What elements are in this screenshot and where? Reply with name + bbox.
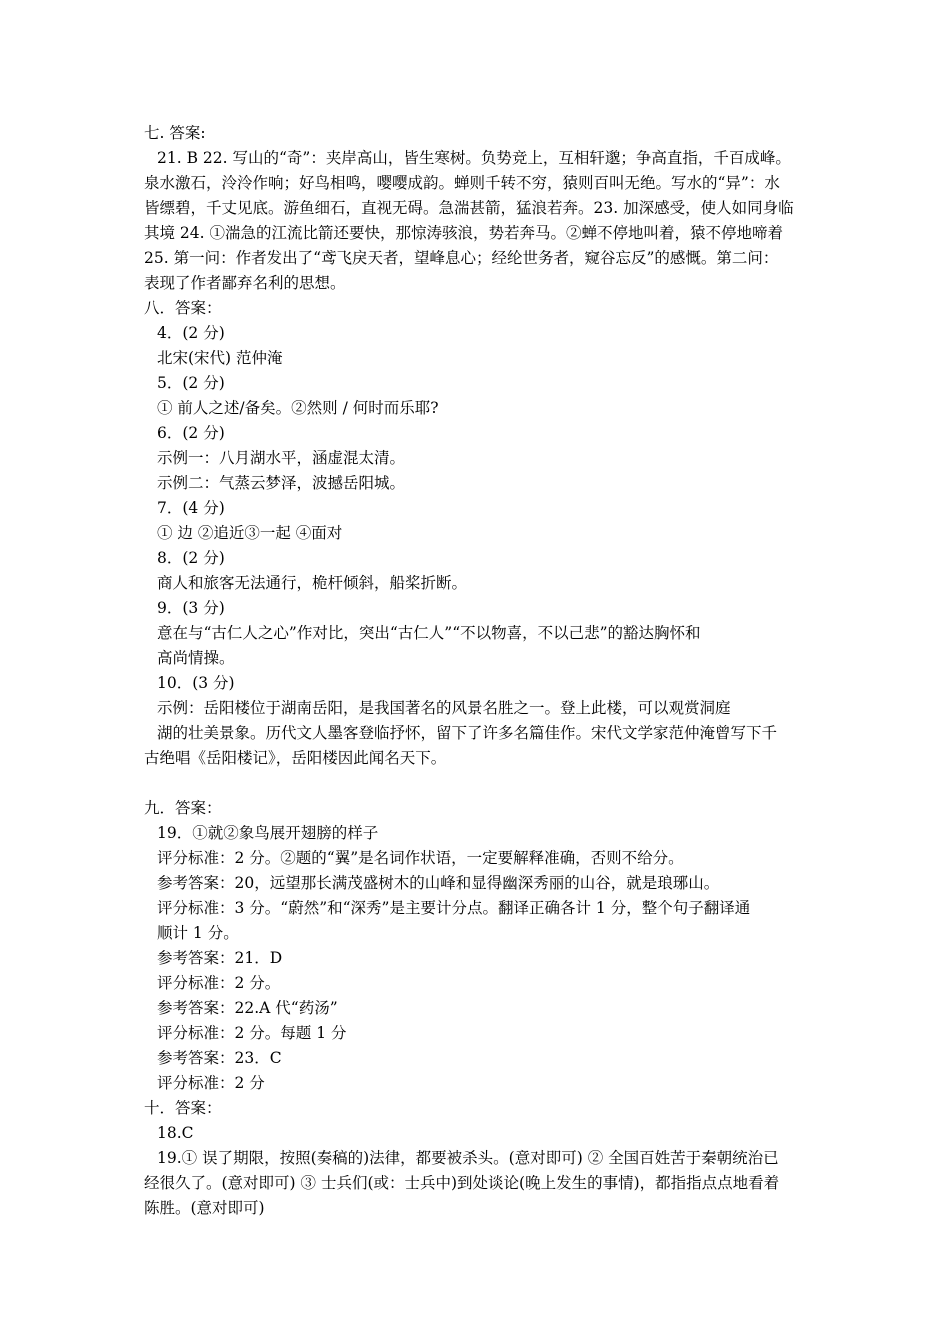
section-7-line: 其境 24. ①湍急的江流比箭还要快，那惊涛骇浪，势若奔马。②蝉不停地叫着，猿不停地啼着 (144, 224, 784, 242)
section-8-line: ① 边 ②追近③一起 ④面对 (157, 524, 343, 542)
section-7-line: 泉水激石，泠泠作响；好鸟相鸣，嘤嘤成韵。蝉则千转不穷，猿则百叫无绝。写水的“异”：水 (144, 174, 780, 192)
answer-key-body (144, 121, 812, 1221)
section-8-line: 8．(2 分) (157, 549, 225, 567)
section-8-line: 6．(2 分) (157, 424, 225, 442)
section-8-heading: 八．答案： (144, 299, 222, 317)
spacer (144, 771, 812, 796)
section-10-line: 经很久了。(意对即可) ③ 士兵们(或：士兵中)到处谈论(晚上发生的事情)，都指指点点地看着 (144, 1174, 780, 1192)
section-8-line: 高尚情操。 (157, 649, 235, 667)
section-9-line: 评分标准：2 分。每题 1 分 (157, 1024, 347, 1042)
section-10-line: 19.① 误了期限，按照(奏稿的)法律，都要被杀头。(意对即可) ② 全国百姓苦于秦朝统治已 (157, 1149, 779, 1167)
section-7-line: 皆缥碧，千丈见底。游鱼细石，直视无碍。急湍甚箭，猛浪若奔。23. 加深感受，使人如同身临 (144, 199, 794, 217)
section-10-line: 陈胜。(意对即可) (144, 1199, 265, 1217)
section-8-line: 10．(3 分) (157, 674, 235, 692)
section-7-line: 表现了作者鄙弃名利的思想。 (144, 274, 346, 292)
section-7-line: 25. 第一问：作者发出了“鸢飞戾天者，望峰息心；经纶世务者，窥谷忘反”的感慨。第二问： (144, 249, 779, 267)
section-8-line: 意在与“古仁人之心”作对比，突出“古仁人”“不以物喜，不以己悲”的豁达胸怀和 (157, 624, 701, 642)
section-8-line: 5．(2 分) (157, 374, 225, 392)
section-8-line: 湖的壮美景象。历代文人墨客登临抒怀，留下了许多名篇佳作。宋代文学家范仲淹曾写下千 (157, 724, 778, 742)
section-10-heading: 十．答案： (144, 1099, 222, 1117)
section-8-line: 9．(3 分) (157, 599, 225, 617)
section-8-line: 7．(4 分) (157, 499, 225, 517)
section-9-line: 参考答案：23．C (157, 1049, 282, 1067)
section-7-line: 21. B 22. 写山的“奇”：夹岸高山，皆生寒树。负势竞上，互相轩邈；争高直指，千百成峰。 (157, 149, 791, 167)
section-8-line: 北宋(宋代) 范仲淹 (157, 349, 283, 367)
section-9-line: 参考答案：20，远望那长满茂盛树木的山峰和显得幽深秀丽的山谷，就是琅琊山。 (157, 874, 720, 892)
section-8-line: 古绝唱《岳阳楼记》，岳阳楼因此闻名天下。 (144, 749, 447, 767)
section-9-line: 参考答案：22.A 代“药汤” (157, 999, 338, 1017)
section-9-line: 19．①就②象鸟展开翅膀的样子 (157, 824, 379, 842)
section-8-line: 4．(2 分) (157, 324, 225, 342)
section-9-line: 顺计 1 分。 (157, 924, 239, 942)
section-8-line: ① 前人之述/备矣。②然则 / 何时而乐耶? (157, 399, 439, 417)
section-9-line: 参考答案：21．D (157, 949, 283, 967)
section-8-line: 示例一：八月湖水平，涵虚混太清。 (157, 449, 406, 467)
section-10-line: 18.C (157, 1124, 194, 1142)
section-8-line: 示例：岳阳楼位于湖南岳阳，是我国著名的风景名胜之一。登上此楼，可以观赏洞庭 (157, 699, 731, 717)
section-9-line: 评分标准：2 分。②题的“翼”是名词作状语，一定要解释准确，否则不给分。 (157, 849, 684, 867)
section-9-heading: 九．答案： (144, 799, 222, 817)
section-9-line: 评分标准：2 分 (157, 1074, 265, 1092)
section-8-line: 商人和旅客无法通行，桅杆倾斜，船桨折断。 (157, 574, 468, 592)
section-8-line: 示例二：气蒸云梦泽，波撼岳阳城。 (157, 474, 406, 492)
section-7-heading: 七. 答案: (144, 124, 206, 142)
section-9-line: 评分标准：3 分。“蔚然”和“深秀”是主要计分点。翻译正确各计 1 分，整个句子翻译通 (157, 899, 751, 917)
section-9-line: 评分标准：2 分。 (157, 974, 281, 992)
